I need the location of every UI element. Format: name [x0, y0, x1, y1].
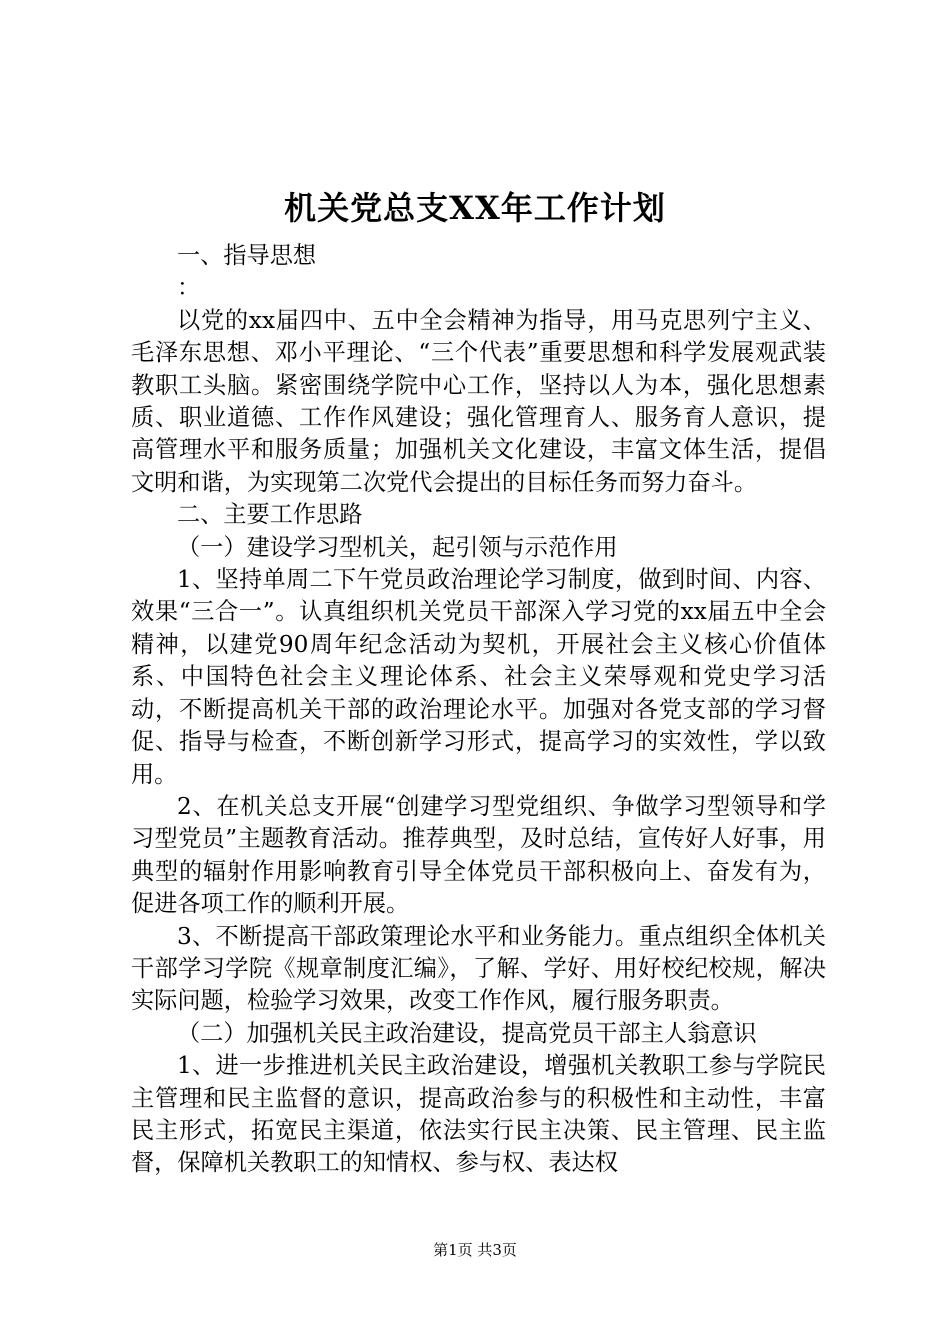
document-body	[131, 240, 826, 1180]
paragraph-item-1: 1、坚持单周二下午党员政治理论学习制度，做到时间、内容、效果“三合一”。认真组织机关党员干部深入学习党的xx届五中全会精神，以建党90周年纪念活动为契机，开展社会主义核心价值体系、中国特色社会主义理论体系、社会主义荣辱观和党史学习活动，不断提高机关干部的政治理论水平。加强对各党支部的学习督促、指导与检查，不断创新学习形式，提高学习的实效性，学以致用。	[131, 566, 826, 788]
heading-guiding-ideology: 一、指导思想	[177, 242, 317, 269]
document-title: 机关党总支XX年工作计划	[284, 189, 666, 227]
colon-line: ：	[177, 274, 201, 302]
paragraph-item-3: 3、不断提高干部政策理论水平和业务能力。重点组织全体机关干部学习学院《规章制度汇编》，了解、学好、用好校纪校规，解决实际问题，检验学习效果，改变工作作风，履行服务职责。	[131, 922, 826, 1015]
heading-main-work-ideas: 二、主要工作思路	[177, 501, 363, 529]
page-footer: 第1页 共3页	[433, 1241, 517, 1259]
paragraph-democracy-item-1: 1、进一步推进机关民主政治建设，增强机关教职工参与学院民主管理和民主监督的意识，提高政治参与的积极性和主动性，丰富民主形式，拓宽民主渠道，依法实行民主决策、民主管理、民主监督，保障机关教职工的知情权、参与权、表达权	[131, 1052, 826, 1177]
paragraph-guiding-ideology: 以党的xx届四中、五中全会精神为指导，用马克思列宁主义、毛泽东思想、邓小平理论、“三个代表”重要思想和科学发展观武装教职工头脑。紧密围绕学院中心工作，坚持以人为本，强化思想素质、职业道德、工作作风建设；强化管理育人、服务育人意识，提高管理水平和服务质量；加强机关文化建设，丰富文体生活，提倡文明和谐，为实现第二次党代会提出的目标任务而努力奋斗。	[131, 306, 826, 496]
paragraph-item-2: 2、在机关总支开展“创建学习型党组织、争做学习型领导和学习型党员”主题教育活动。推荐典型，及时总结，宣传好人好事，用典型的辐射作用影响教育引导全体党员干部积极向上、奋发有为，促进各项工作的顺利开展。	[131, 792, 826, 918]
subheading-democratic-politics: （二）加强机关民主政治建设，提高党员干部主人翁意识	[177, 1019, 757, 1047]
subheading-learning-organ: （一）建设学习型机关，起引领与示范作用	[177, 533, 618, 561]
